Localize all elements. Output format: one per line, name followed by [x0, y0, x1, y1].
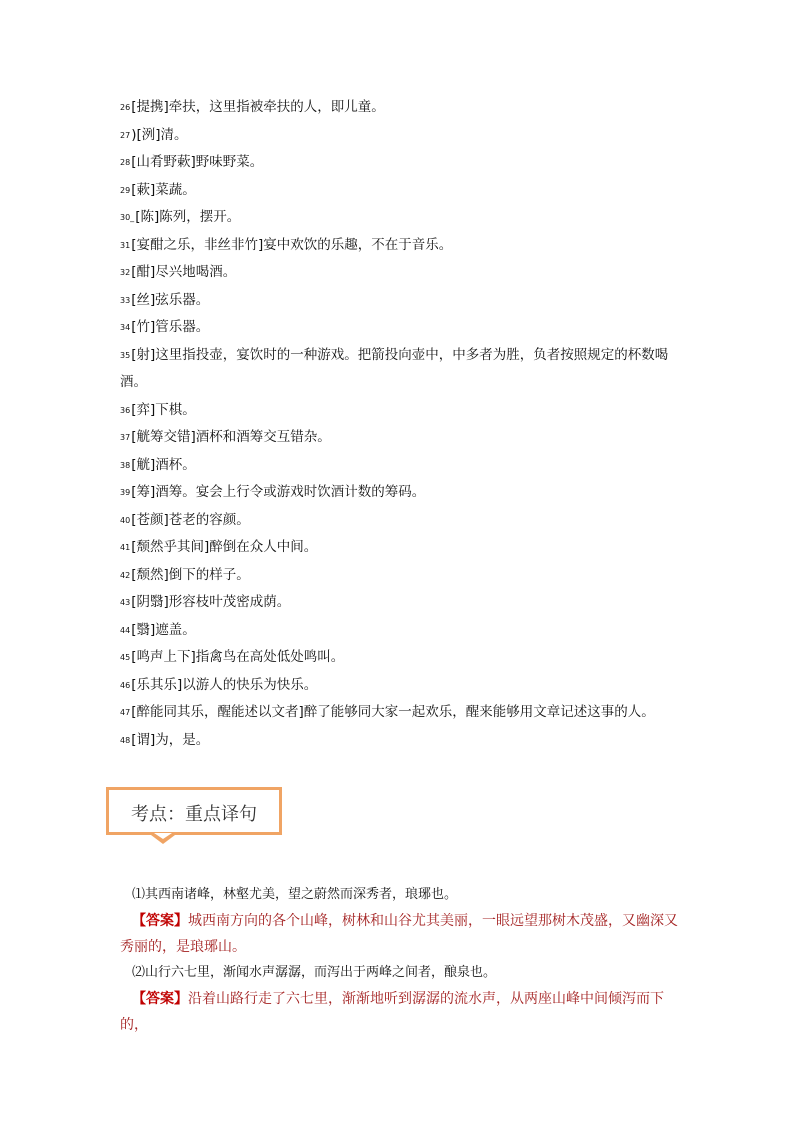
annotation-number: 39	[120, 488, 131, 497]
annotation-text: [筹]酒筹。宴会上行令或游戏时饮酒计数的筹码。	[131, 484, 426, 500]
annotation-number: 47	[120, 708, 131, 717]
annotation-item	[120, 397, 680, 425]
annotation-number: 33	[120, 295, 131, 305]
annotation-text: [竹]管乐器。	[131, 319, 210, 335]
annotation-number: 28	[120, 158, 131, 167]
annotation-text: [提携]牵扶，这里指被牵扶的人，即儿童。	[131, 99, 385, 115]
callout-pointer-inner	[154, 833, 172, 839]
annotation-item	[120, 177, 680, 205]
answer-line	[120, 986, 682, 1038]
annotation-text: [阴翳]形容枝叶茂密成荫。	[131, 594, 291, 610]
annotation-item	[120, 562, 680, 590]
annotation-item	[120, 672, 680, 700]
annotation-number: 46	[120, 680, 131, 690]
annotation-item	[120, 342, 680, 397]
annotation-number: 27	[120, 130, 131, 140]
annotation-item	[120, 699, 680, 727]
annotation-text: [陈]陈列，摆开。	[135, 209, 241, 225]
annotation-item	[120, 94, 680, 122]
annotation-number: 29	[120, 185, 131, 195]
annotation-text: [颓然乎其间]醉倒在众人中间。	[131, 539, 318, 555]
annotation-item	[120, 589, 680, 617]
annotation-text: [射]这里指投壶，宴饮时的一种游戏。把箭投向壶中，中多者为胜，负者按照规定的杯数喝酒。	[120, 346, 669, 390]
section-callout-box	[106, 787, 282, 835]
answer-text: 沿着山路行走了六七里，渐渐地听到潺潺的流水声，从两座山峰中间倾泻而下的，	[120, 991, 664, 1033]
annotation-text: [鸣声上下]指禽鸟在高处低处鸣叫。	[131, 649, 345, 665]
annotation-number: 31	[120, 240, 131, 250]
annotation-number: 37	[120, 433, 131, 442]
annotation-number: 32	[120, 268, 131, 277]
annotation-number: 38	[120, 460, 131, 470]
annotation-number: 26	[120, 103, 131, 112]
annotation-item	[120, 452, 680, 480]
translation-list	[120, 882, 682, 1038]
annotation-item	[120, 534, 680, 562]
annotation-item	[120, 149, 680, 177]
annotation-item	[120, 204, 680, 232]
annotation-item	[120, 727, 680, 755]
annotation-number: 48	[120, 735, 131, 745]
annotation-number: 35	[120, 350, 131, 360]
answer-text: 城西南方向的各个山峰，树林和山谷尤其美丽，一眼远望那树木茂盛，又幽深又秀丽的，是琅琊山。	[120, 913, 678, 955]
annotation-item	[120, 259, 680, 287]
answer-line	[120, 908, 682, 960]
annotation-list	[120, 94, 680, 754]
annotation-text: [蔌]菜蔬。	[131, 181, 196, 198]
annotation-text: [酣]尽兴地喝酒。	[131, 264, 237, 280]
annotation-text: [谓]为，是。	[131, 731, 210, 748]
annotation-text: [丝]弦乐器。	[131, 291, 210, 308]
annotation-text: [觥筹交错]酒杯和酒筹交互错杂。	[131, 429, 331, 445]
annotation-text: [颓然]倒下的样子。	[131, 566, 250, 583]
annotation-text: [醉能同其乐，醒能述以文者]醉了能够同大家一起欢乐，醒来能够用文章记述这事的人。	[131, 704, 655, 720]
annotation-number: 45	[120, 653, 131, 662]
annotation-number: 36	[120, 405, 131, 415]
annotation-text: [翳]遮盖。	[131, 621, 196, 638]
annotation-item	[120, 479, 680, 507]
annotation-item	[120, 507, 680, 535]
annotation-text: [觥]酒杯。	[131, 456, 196, 473]
annotation-number: 44	[120, 625, 131, 635]
annotation-text: )[洌]清。	[131, 126, 188, 143]
annotation-text: [乐其乐]以游人的快乐为快乐。	[131, 676, 318, 693]
annotation-item	[120, 287, 680, 315]
annotation-number: 43	[120, 598, 131, 607]
annotation-text: [山肴野蔌]野味野菜。	[131, 154, 264, 170]
answer-tag: 【答案】	[132, 913, 188, 929]
annotation-item	[120, 617, 680, 645]
annotation-item	[120, 424, 680, 452]
annotation-number: 30_	[120, 213, 135, 222]
annotation-number: 41	[120, 543, 131, 552]
annotation-item	[120, 644, 680, 672]
annotation-text: [宴酣之乐，非丝非竹]宴中欢饮的乐趣，不在于音乐。	[131, 236, 453, 253]
annotation-item	[120, 232, 680, 260]
source-sentence: ⑴其西南诸峰，林壑尤美，望之蔚然而深秀者，琅琊也。	[132, 887, 458, 902]
annotation-item	[120, 122, 680, 150]
annotation-number: 34	[120, 323, 131, 332]
answer-tag: 【答案】	[132, 991, 188, 1007]
annotation-number: 42	[120, 570, 131, 580]
source-sentence: ⑵山行六七里，渐闻水声潺潺，而泻出于两峰之间者，酿泉也。	[132, 965, 497, 980]
annotation-text: [苍颜]苍老的容颜。	[131, 511, 250, 528]
annotation-number: 40	[120, 515, 131, 525]
annotation-text: [弈]下棋。	[131, 401, 196, 418]
section-title: 考点：重点译句	[131, 804, 257, 825]
annotation-item	[120, 314, 680, 342]
